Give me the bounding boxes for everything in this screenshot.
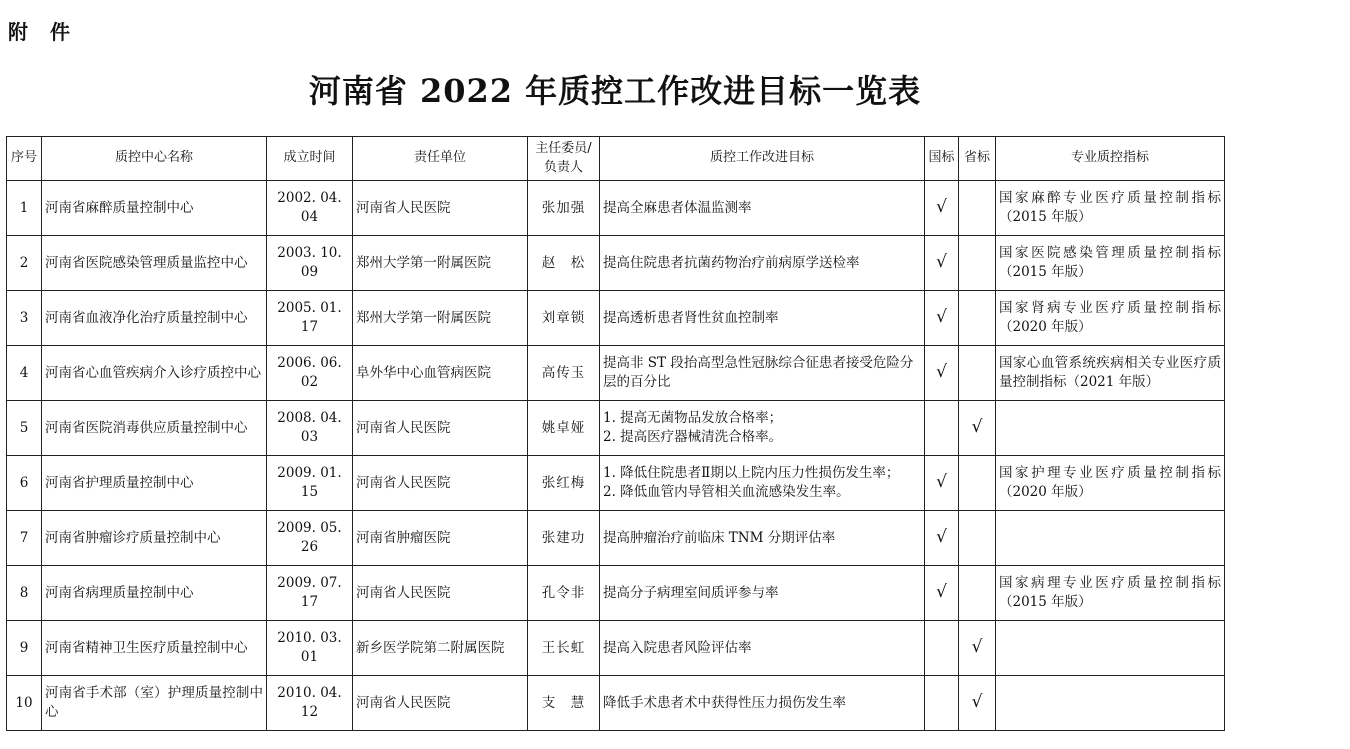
row-responsible-unit: 河南省肿瘤医院 — [353, 511, 528, 566]
row-established-date: 2010. 04. 12 — [267, 676, 353, 731]
page-title: 河南省 2022 年质控工作改进目标一览表 — [308, 72, 922, 110]
row-national-standard-check: √ — [925, 346, 959, 401]
row-person-in-charge: 张加强 — [528, 181, 600, 236]
row-established-date: 2002. 04. 04 — [267, 181, 353, 236]
column-header-person-in-charge — [528, 137, 600, 181]
row-quality-indicator — [996, 401, 1225, 456]
column-header-improvement-goal: 质控工作改进目标 — [600, 137, 925, 181]
row-provincial-standard-check: √ — [959, 676, 996, 731]
goal-line: 提高透析患者肾性贫血控制率 — [603, 309, 779, 326]
row-center-name: 河南省手术部（室）护理质量控制中心 — [42, 676, 267, 731]
row-improvement-goal — [600, 456, 925, 511]
row-provincial-standard-check — [959, 291, 996, 346]
row-person-in-charge: 王长虹 — [528, 621, 600, 676]
column-header-center-name: 质控中心名称 — [42, 137, 267, 181]
table-row — [7, 456, 1225, 511]
row-provincial-standard-check — [959, 456, 996, 511]
table-row — [7, 346, 1225, 401]
goal-line: 提高肿瘤治疗前临床 TNM 分期评估率 — [603, 529, 836, 546]
row-national-standard-check: √ — [925, 511, 959, 566]
row-index: 8 — [7, 566, 42, 621]
column-header-responsible-unit: 责任单位 — [353, 137, 528, 181]
row-national-standard-check: √ — [925, 181, 959, 236]
row-responsible-unit: 河南省人民医院 — [353, 566, 528, 621]
attachment-label: 附件 — [8, 20, 92, 44]
row-established-date: 2006. 06. 02 — [267, 346, 353, 401]
row-improvement-goal — [600, 346, 925, 401]
row-quality-indicator: 国家护理专业医疗质量控制指标（2020 年版） — [996, 456, 1225, 511]
row-national-standard-check: √ — [925, 456, 959, 511]
row-provincial-standard-check: √ — [959, 401, 996, 456]
row-provincial-standard-check — [959, 236, 996, 291]
row-index: 3 — [7, 291, 42, 346]
column-header-national-standard: 国标 — [925, 137, 959, 181]
row-index: 7 — [7, 511, 42, 566]
row-improvement-goal — [600, 676, 925, 731]
column-header-quality-indicator: 专业质控指标 — [996, 137, 1225, 181]
row-established-date: 2009. 01. 15 — [267, 456, 353, 511]
row-provincial-standard-check — [959, 181, 996, 236]
row-person-in-charge: 姚卓娅 — [528, 401, 600, 456]
row-national-standard-check: √ — [925, 291, 959, 346]
row-improvement-goal — [600, 621, 925, 676]
row-index: 10 — [7, 676, 42, 731]
row-provincial-standard-check: √ — [959, 621, 996, 676]
goal-line: 提高住院患者抗菌药物治疗前病原学送检率 — [603, 254, 860, 271]
row-national-standard-check — [925, 401, 959, 456]
table-row — [7, 676, 1225, 731]
row-improvement-goal — [600, 291, 925, 346]
quality-targets-table — [6, 136, 1225, 731]
row-quality-indicator — [996, 511, 1225, 566]
row-quality-indicator: 国家麻醉专业医疗质量控制指标（2015 年版） — [996, 181, 1225, 236]
goal-line: 降低手术患者术中获得性压力损伤发生率 — [603, 694, 846, 711]
row-center-name: 河南省精神卫生医疗质量控制中心 — [42, 621, 267, 676]
row-improvement-goal — [600, 401, 925, 456]
row-person-in-charge: 刘章锁 — [528, 291, 600, 346]
row-established-date: 2009. 05. 26 — [267, 511, 353, 566]
table-row — [7, 401, 1225, 456]
row-quality-indicator: 国家心血管系统疾病相关专业医疗质量控制指标（2021 年版） — [996, 346, 1225, 401]
row-responsible-unit: 新乡医学院第二附属医院 — [353, 621, 528, 676]
row-index: 1 — [7, 181, 42, 236]
row-provincial-standard-check — [959, 346, 996, 401]
row-responsible-unit: 河南省人民医院 — [353, 676, 528, 731]
row-established-date: 2005. 01. 17 — [267, 291, 353, 346]
row-quality-indicator: 国家病理专业医疗质量控制指标（2015 年版） — [996, 566, 1225, 621]
row-center-name: 河南省血液净化治疗质量控制中心 — [42, 291, 267, 346]
row-index: 5 — [7, 401, 42, 456]
row-improvement-goal — [600, 181, 925, 236]
row-index: 6 — [7, 456, 42, 511]
column-header-person-line-2: 负责人 — [543, 159, 583, 175]
row-index: 9 — [7, 621, 42, 676]
column-header-index: 序号 — [7, 137, 42, 181]
goal-line: 2. 降低血管内导管相关血流感染发生率。 — [603, 484, 850, 500]
row-established-date: 2010. 03. 01 — [267, 621, 353, 676]
table-header-row — [7, 137, 1225, 181]
row-quality-indicator — [996, 621, 1225, 676]
row-improvement-goal — [600, 566, 925, 621]
row-center-name: 河南省肿瘤诊疗质量控制中心 — [42, 511, 267, 566]
row-person-in-charge: 支 慧 — [528, 676, 600, 731]
row-quality-indicator: 国家肾病专业医疗质量控制指标（2020 年版） — [996, 291, 1225, 346]
column-header-provincial-standard: 省标 — [959, 137, 996, 181]
row-established-date: 2008. 04. 03 — [267, 401, 353, 456]
row-index: 2 — [7, 236, 42, 291]
row-established-date: 2003. 10. 09 — [267, 236, 353, 291]
row-person-in-charge: 张建功 — [528, 511, 600, 566]
goal-line: 提高非 ST 段抬高型急性冠脉综合征患者接受危险分层的百分比 — [603, 355, 914, 390]
row-quality-indicator: 国家医院感染管理质量控制指标（2015 年版） — [996, 236, 1225, 291]
table-row — [7, 621, 1225, 676]
row-established-date: 2009. 07. 17 — [267, 566, 353, 621]
row-person-in-charge: 孔令非 — [528, 566, 600, 621]
goal-line: 1. 降低住院患者Ⅱ期以上院内压力性损伤发生率； — [603, 465, 900, 482]
row-quality-indicator — [996, 676, 1225, 731]
row-center-name: 河南省病理质量控制中心 — [42, 566, 267, 621]
row-center-name: 河南省麻醉质量控制中心 — [42, 181, 267, 236]
table-row — [7, 566, 1225, 621]
row-responsible-unit: 河南省人民医院 — [353, 181, 528, 236]
row-improvement-goal — [600, 511, 925, 566]
column-header-person-line-1: 主任委员/ — [535, 141, 592, 157]
row-person-in-charge: 高传玉 — [528, 346, 600, 401]
table-row — [7, 511, 1225, 566]
row-national-standard-check — [925, 676, 959, 731]
row-responsible-unit: 河南省人民医院 — [353, 456, 528, 511]
row-index: 4 — [7, 346, 42, 401]
row-center-name: 河南省心血管疾病介入诊疗质控中心 — [42, 346, 267, 401]
table-row — [7, 236, 1225, 291]
row-national-standard-check — [925, 621, 959, 676]
goal-line: 提高入院患者风险评估率 — [603, 639, 752, 656]
row-responsible-unit: 阜外华中心血管病医院 — [353, 346, 528, 401]
row-national-standard-check: √ — [925, 566, 959, 621]
row-center-name: 河南省护理质量控制中心 — [42, 456, 267, 511]
row-person-in-charge: 赵 松 — [528, 236, 600, 291]
row-improvement-goal — [600, 236, 925, 291]
row-center-name: 河南省医院消毒供应质量控制中心 — [42, 401, 267, 456]
row-responsible-unit: 郑州大学第一附属医院 — [353, 236, 528, 291]
table-body — [7, 181, 1225, 731]
row-provincial-standard-check — [959, 566, 996, 621]
row-responsible-unit: 郑州大学第一附属医院 — [353, 291, 528, 346]
row-provincial-standard-check — [959, 511, 996, 566]
table-row — [7, 181, 1225, 236]
table-row — [7, 291, 1225, 346]
goal-line: 提高全麻患者体温监测率 — [603, 199, 752, 216]
row-national-standard-check: √ — [925, 236, 959, 291]
row-center-name: 河南省医院感染管理质量监控中心 — [42, 236, 267, 291]
goal-line: 2. 提高医疗器械清洗合格率。 — [603, 429, 783, 445]
row-person-in-charge: 张红梅 — [528, 456, 600, 511]
column-header-established-date: 成立时间 — [267, 137, 353, 181]
row-responsible-unit: 河南省人民医院 — [353, 401, 528, 456]
goal-line: 1. 提高无菌物品发放合格率； — [603, 410, 783, 427]
goal-line: 提高分子病理室间质评参与率 — [603, 584, 779, 601]
